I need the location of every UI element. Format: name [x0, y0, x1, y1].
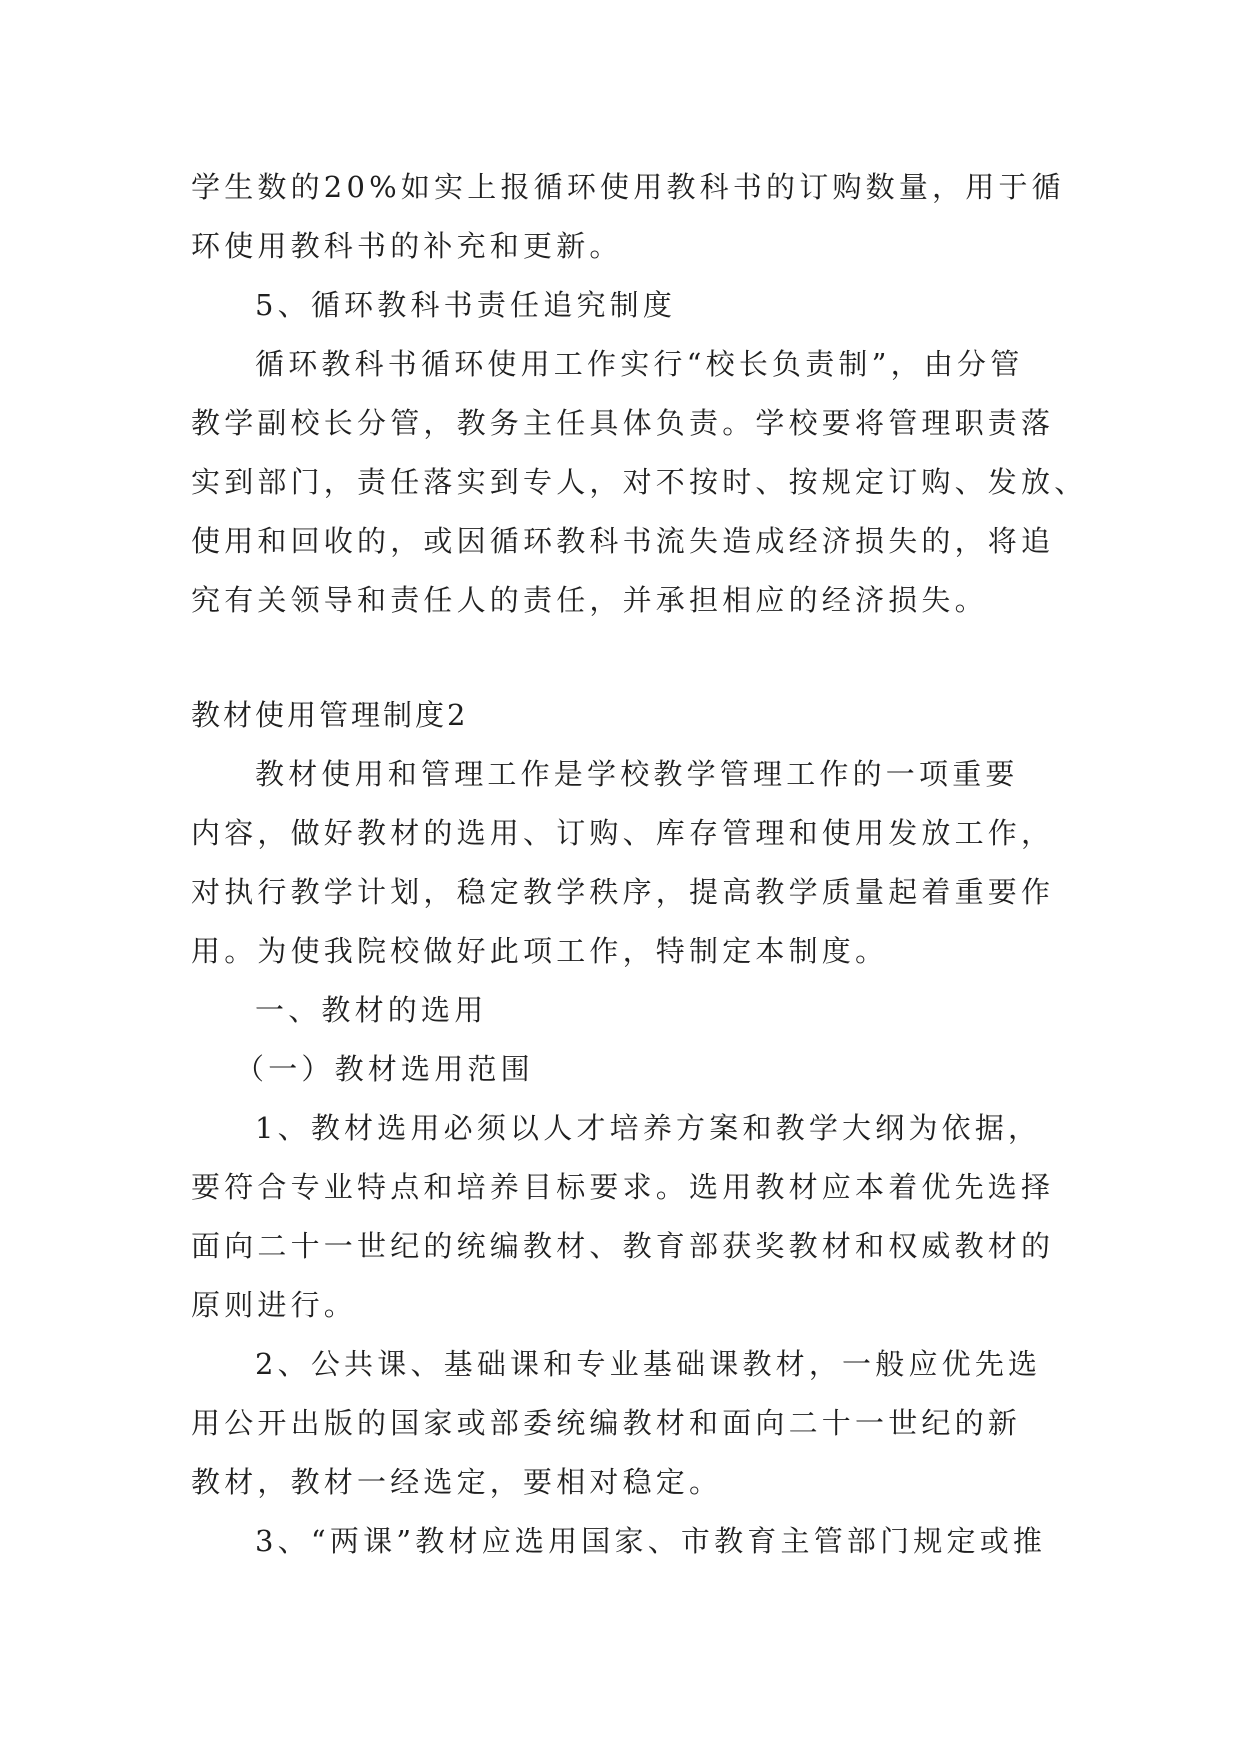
section-heading: 一、教材的选用 [255, 993, 488, 1027]
subsection-heading: （一）教材选用范围 [235, 1052, 534, 1086]
document-title: 教材使用管理制度2 [191, 698, 469, 732]
text-line: 内容，做好教材的选用、订购、库存管理和使用发放工作， [191, 816, 1055, 850]
text-line: 要符合专业特点和培养目标要求。选用教材应本着优先选择 [191, 1170, 1055, 1204]
text-line: 面向二十一世纪的统编教材、教育部获奖教材和权威教材的 [191, 1229, 1055, 1263]
text-line: 2、公共课、基础课和专业基础课教材，一般应优先选 [255, 1347, 1042, 1381]
text-line: 用公开出版的国家或部委统编教材和面向二十一世纪的新 [191, 1406, 1022, 1440]
text-line: 教材，教材一经选定，要相对稳定。 [191, 1465, 723, 1499]
text-line: 原则进行。 [191, 1288, 358, 1322]
text-line: 用。为使我院校做好此项工作，特制定本制度。 [191, 934, 889, 968]
section-heading: 5、循环教科书责任追究制度 [255, 288, 677, 322]
text-line: 教材使用和管理工作是学校教学管理工作的一项重要 [255, 757, 1019, 791]
text-line: 教学副校长分管，教务主任具体负责。学校要将管理职责落 [191, 406, 1055, 440]
text-line: 学生数的20%如实上报循环使用教科书的订购数量，用于循 [191, 170, 1065, 204]
paragraph-gap [191, 630, 1051, 686]
document-body [191, 158, 1088, 1571]
text-line: 究有关领导和责任人的责任，并承担相应的经济损失。 [191, 583, 988, 617]
text-line: 对执行教学计划，稳定教学秩序，提高教学质量起着重要作 [191, 875, 1055, 909]
text-line: 3、“两课”教材应选用国家、市教育主管部门规定或推 [255, 1524, 1047, 1558]
text-line: 环使用教科书的补充和更新。 [191, 229, 623, 263]
text-line: 1、教材选用必须以人才培养方案和教学大纲为依据， [255, 1111, 1042, 1145]
text-line: 使用和回收的，或因循环教科书流失造成经济损失的，将追 [191, 524, 1055, 558]
text-line: 循环教科书循环使用工作实行“校长负责制”，由分管 [255, 347, 1024, 381]
text-line: 实到部门，责任落实到专人，对不按时、按规定订购、发放、 [191, 465, 1088, 499]
